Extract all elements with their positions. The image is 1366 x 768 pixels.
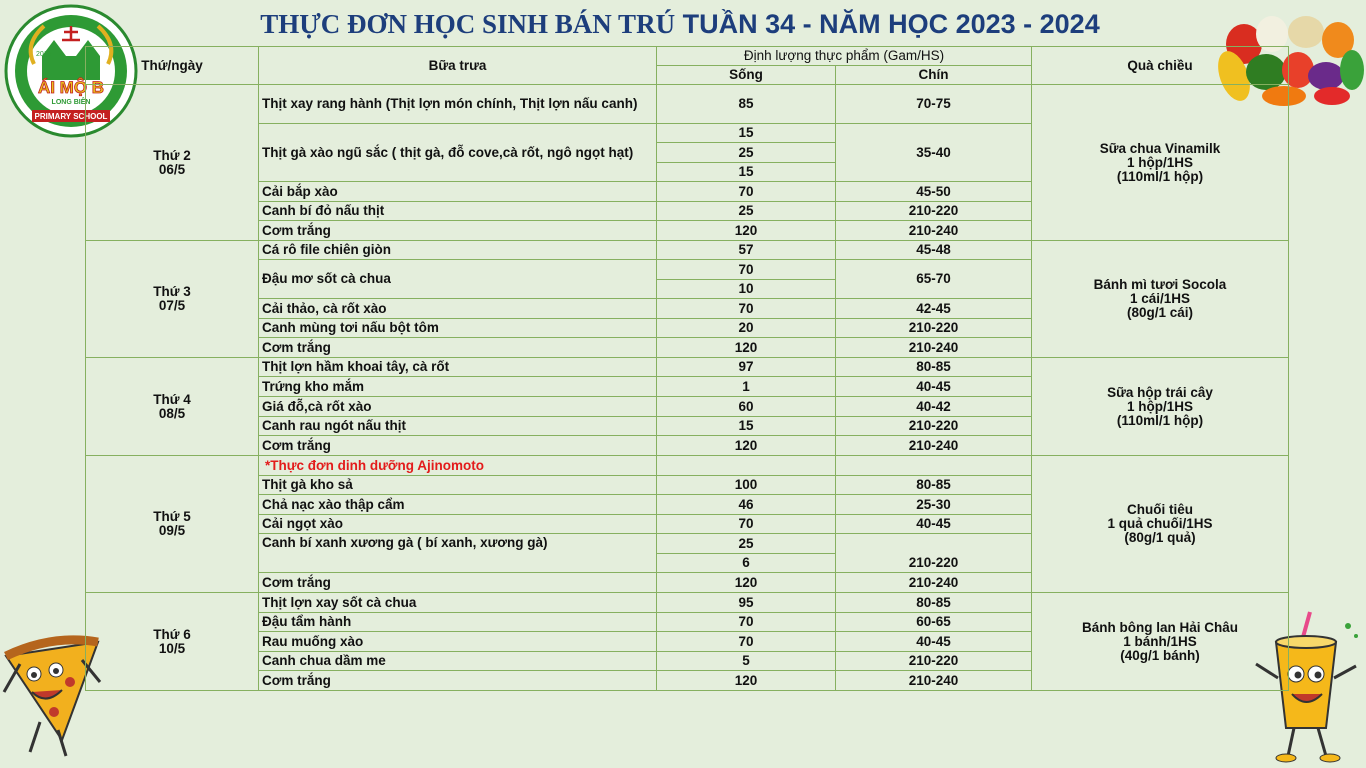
raw-amount: 100 [657,476,836,495]
raw-amount: 70 [657,632,836,652]
gift-cell [1032,593,1289,691]
day-name: Thứ 6 [153,626,191,642]
gift-line: 1 quả chuối/1HS [1107,516,1213,531]
raw-amount: 85 [657,85,836,124]
raw-amount: 70 [657,515,836,534]
dish-name: Rau muống xào [259,632,657,652]
dish-name: Chả nạc xào thập cẩm [259,495,657,515]
dish-name: Đậu tẩm hành [259,613,657,632]
day-name: Thứ 3 [153,284,191,299]
table-row [86,358,1289,377]
day-cell [86,358,259,456]
cooked-amount: 210-240 [836,221,1032,241]
raw-amount: 97 [657,358,836,377]
header-cooked: Chín [836,66,1032,85]
raw-amount: 25 [657,143,836,163]
raw-amount: 120 [657,436,836,456]
day-date: 07/5 [158,298,186,313]
title-part-1: THỰC ĐƠN HỌC SINH BÁN TRÚ [260,9,676,39]
day-cell [86,456,259,593]
raw-amount: 6 [657,554,836,573]
raw-amount: 120 [657,573,836,593]
raw-amount: 15 [657,417,836,436]
cooked-amount: 65-70 [836,260,1032,299]
dish-name: Canh chua dầm me [259,652,657,671]
cooked-amount: 70-75 [836,85,1032,124]
dish-name: Thịt gà xào ngũ sắc ( thịt gà, đỗ cove,cà rốt, ngô ngọt hạt) [259,124,657,182]
raw-amount: 25 [657,534,836,554]
cooked-amount: 42-45 [836,299,1032,319]
gift-cell [1032,456,1289,593]
gift-line: Bánh bông lan Hải Châu [1081,619,1238,635]
table-row [86,593,1289,613]
dish-name: Cơm trắng [259,671,657,691]
raw-amount: 120 [657,671,836,691]
gift-line: 1 hộp/1HS [1126,154,1193,170]
dish-name: Thịt lợn xay sốt cà chua [259,593,657,613]
cooked-amount: 210-240 [836,338,1032,358]
raw-amount: 15 [657,124,836,143]
dish-name: Cải bắp xào [259,182,657,202]
raw-amount: 70 [657,260,836,280]
table-row [86,241,1289,260]
gift-cell [1032,85,1289,241]
day-date: 08/5 [158,405,186,421]
cooked-amount: 40-45 [836,377,1032,397]
cooked-amount: 40-42 [836,397,1032,417]
header-quantity: Định lượng thực phẩm (Gam/HS) [657,47,1032,66]
gift-line: 1 cái/1HS [1129,291,1191,306]
dish-name: Thịt gà kho sả [259,476,657,495]
header-snack: Quà chiều [1032,47,1289,85]
logo-school: PRIMARY SCHOOL [34,112,108,121]
cooked-amount: 45-50 [836,182,1032,202]
header-raw: Sống [657,66,836,85]
gift-line: (80g/1 cái) [1126,305,1194,320]
day-cell [86,593,259,691]
raw-amount [657,456,836,476]
cooked-amount: 210-240 [836,671,1032,691]
cooked-amount: 80-85 [836,358,1032,377]
cooked-amount: 210-220 [836,534,1032,573]
cooked-amount: 210-220 [836,652,1032,671]
raw-amount: 70 [657,182,836,202]
raw-amount: 10 [657,280,836,299]
raw-amount: 70 [657,299,836,319]
cooked-amount: 40-45 [836,515,1032,534]
day-name: Thứ 5 [153,509,191,524]
title-part-2: TUẦN 34 - NĂM HỌC 2023 - 2024 [682,9,1100,39]
page-title [180,6,1180,42]
table-row [86,85,1289,124]
day-cell [86,241,259,358]
nutrition-note: *Thực đơn dinh dưỡng Ajinomoto [259,456,657,476]
raw-amount: 25 [657,202,836,221]
day-date: 10/5 [158,640,186,656]
cooked-amount: 45-48 [836,241,1032,260]
menu-table [85,46,1289,691]
dish-name: Trứng kho mắm [259,377,657,397]
cooked-amount [836,456,1032,476]
raw-amount: 120 [657,338,836,358]
dish-name: Thịt lợn hầm khoai tây, cà rốt [259,358,657,377]
raw-amount: 1 [657,377,836,397]
cooked-amount: 40-45 [836,632,1032,652]
gift-line: (80g/1 quả) [1124,530,1196,545]
logo-name: ÁI MỘ B [37,78,105,97]
cooked-amount: 80-85 [836,593,1032,613]
gift-cell [1032,241,1289,358]
raw-amount: 70 [657,613,836,632]
cooked-amount: 210-220 [836,202,1032,221]
dish-name: Canh mùng tơi nấu bột tôm [259,319,657,338]
dish-name: Cơm trắng [259,436,657,456]
header-lunch: Bữa trưa [259,47,657,85]
logo-year: 2015 [36,51,52,58]
dish-name: Đậu mơ sốt cà chua [259,260,657,299]
gift-line: 1 hộp/1HS [1126,398,1193,414]
raw-amount: 15 [657,163,836,182]
gift-line: Chuối tiêu [1127,502,1193,517]
dish-name: Cải thảo, cà rốt xào [259,299,657,319]
raw-amount: 20 [657,319,836,338]
dish-name: Thịt xay rang hành (Thịt lợn món chính, Thịt lợn nấu canh) [259,85,657,124]
dish-name: Canh bí đỏ nấu thịt [259,202,657,221]
dish-name: Canh bí xanh xương gà ( bí xanh, xương gà) [259,534,657,573]
cooked-amount: 25-30 [836,495,1032,515]
gift-line: 1 bánh/1HS [1123,633,1197,649]
cooked-amount: 60-65 [836,613,1032,632]
raw-amount: 46 [657,495,836,515]
cooked-amount: 210-220 [836,417,1032,436]
dish-name: Giá đỗ,cà rốt xào [259,397,657,417]
header-day: Thứ/ngày [86,47,259,85]
dish-name: Cơm trắng [259,221,657,241]
table-row [86,456,1289,476]
gift-line: Bánh mì tươi Socola [1093,277,1227,292]
cooked-amount: 210-220 [836,319,1032,338]
day-name: Thứ 4 [153,391,191,407]
gift-line: Sữa chua Vinamilk [1099,140,1221,156]
dish-name: Cá rô file chiên giòn [259,241,657,260]
cooked-amount: 210-240 [836,436,1032,456]
dish-name: Canh rau ngót nấu thịt [259,417,657,436]
day-name: Thứ 2 [153,147,191,163]
dish-name: Cơm trắng [259,573,657,593]
raw-amount: 60 [657,397,836,417]
raw-amount: 120 [657,221,836,241]
day-cell [86,85,259,241]
gift-line: (110ml/1 hộp) [1116,412,1204,428]
dish-name: Cải ngọt xào [259,515,657,534]
raw-amount: 95 [657,593,836,613]
gift-line: Sữa hộp trái cây [1107,384,1213,400]
raw-amount: 57 [657,241,836,260]
day-date: 06/5 [158,161,186,177]
raw-amount: 5 [657,652,836,671]
day-date: 09/5 [158,523,186,538]
dish-name: Cơm trắng [259,338,657,358]
gift-cell [1032,358,1289,456]
gift-line: (40g/1 bánh) [1120,647,1200,663]
gift-line: (110ml/1 hộp) [1116,168,1204,184]
logo-place: LONG BIÊN [51,99,91,106]
cooked-amount: 35-40 [836,124,1032,182]
cooked-amount: 210-240 [836,573,1032,593]
cooked-amount: 80-85 [836,476,1032,495]
